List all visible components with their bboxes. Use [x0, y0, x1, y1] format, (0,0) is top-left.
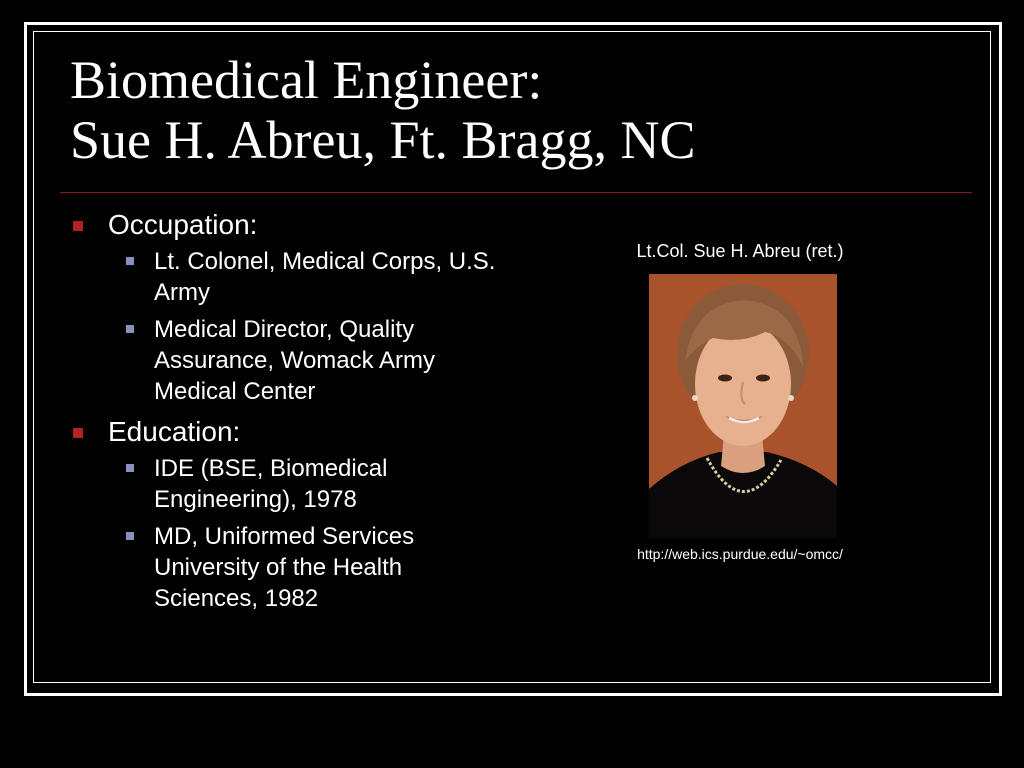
- subbullet-text: Medical Director, Quality Assurance, Womack Army Medical Center: [154, 316, 435, 405]
- occupation-subitems: [70, 246, 510, 407]
- subbullet-text: MD, Uniformed Services University of the Health Sciences, 1982: [154, 523, 415, 612]
- title-line-1: Biomedical Engineer:: [70, 50, 543, 110]
- photo-caption: Lt.Col. Sue H. Abreu (ret.): [636, 241, 844, 261]
- bullet-occupation: [70, 208, 510, 242]
- title-line-2: Sue H. Abreu, Ft. Bragg, NC: [70, 110, 696, 170]
- square-bullet-icon: [73, 428, 83, 438]
- bullet-label: Education:: [108, 416, 241, 447]
- subbullet-item: [70, 246, 510, 308]
- slide-title: [70, 50, 950, 170]
- subbullet-text: IDE (BSE, Biomedical Engineering), 1978: [154, 455, 388, 513]
- subbullet-item: [70, 453, 510, 515]
- portrait-photo: [649, 274, 837, 538]
- square-subbullet-icon: [126, 325, 134, 333]
- bullet-label: Occupation:: [108, 209, 258, 240]
- subbullet-item: [70, 521, 510, 614]
- subbullet-text: Lt. Colonel, Medical Corps, U.S. Army: [154, 248, 496, 306]
- subbullet-item: [70, 314, 510, 407]
- education-subitems: [70, 453, 510, 614]
- bullet-education: [70, 415, 510, 449]
- bullet-list: [70, 208, 510, 622]
- square-bullet-icon: [73, 221, 83, 231]
- square-subbullet-icon: [126, 532, 134, 540]
- title-divider: [60, 192, 972, 193]
- photo-source-url: http://web.ics.purdue.edu/~omcc/: [637, 546, 843, 562]
- square-subbullet-icon: [126, 464, 134, 472]
- square-subbullet-icon: [126, 257, 134, 265]
